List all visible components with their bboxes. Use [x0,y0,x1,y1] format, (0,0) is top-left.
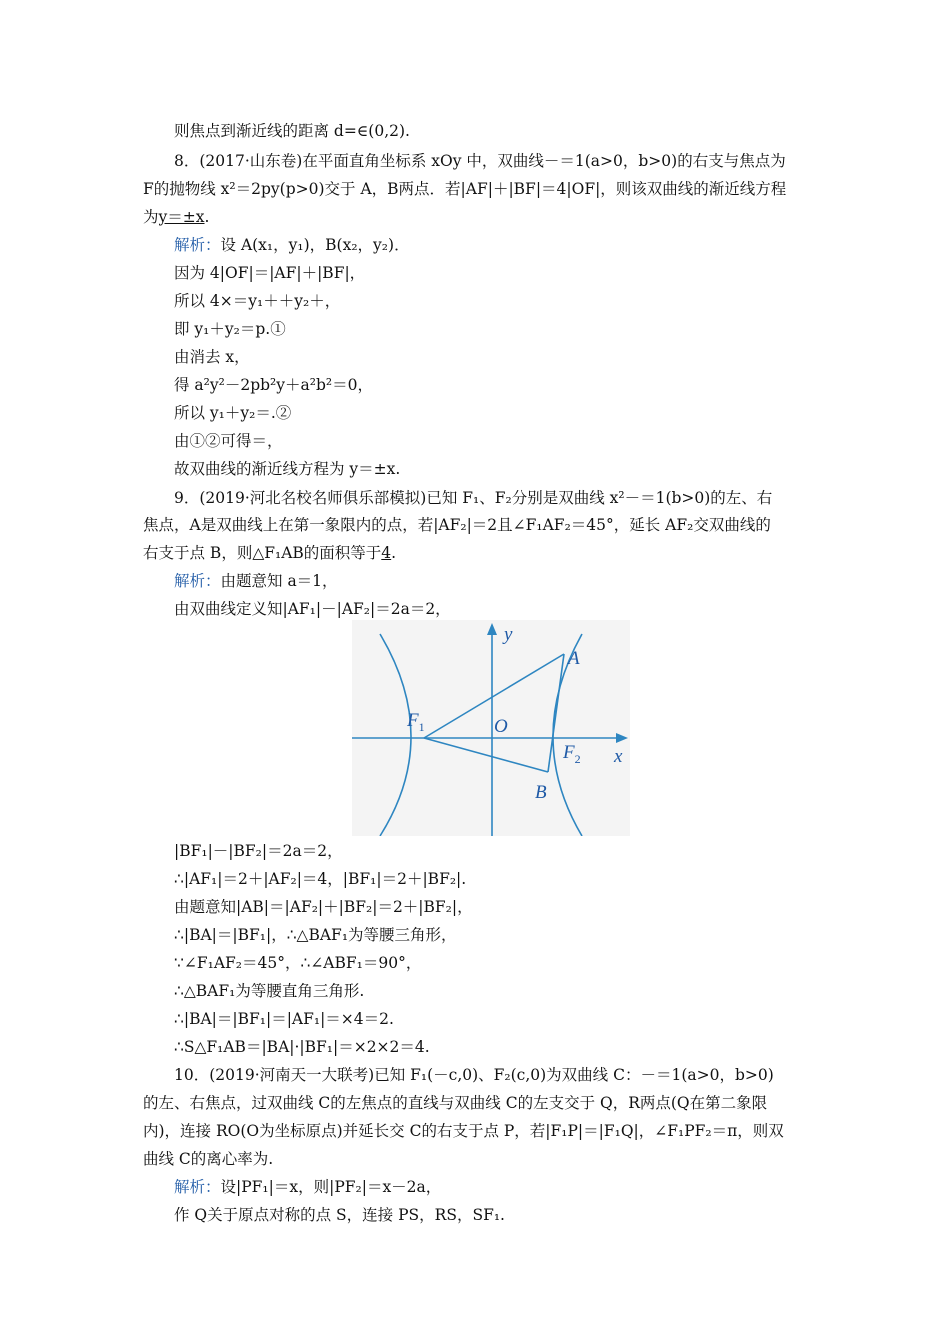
text-line: 所以 4×＝y₁＋＋y₂＋， [174,292,341,310]
text-line: 因为 4|OF|＝|AF|＋|BF|， [174,264,366,282]
text-line: 即 y₁＋y₂＝p.① [174,320,286,338]
text-line: 所以 y₁＋y₂＝.② [174,404,292,422]
text-fragment: . [391,544,397,562]
text-line: ∴|BA|＝|BF₁|，∴△BAF₁为等腰三角形， [174,926,457,944]
label-a: A [568,648,580,669]
analysis-label: 解析： [174,236,221,254]
hyperbola-figure [352,620,630,836]
text-line: 焦点，A是双曲线上在第一象限内的点，若|AF₂|＝2且∠F₁AF₂＝45°，延长 AF₂交双曲线的 [143,516,771,534]
text-fragment: 设 A(x₁，y₁)，B(x₂，y₂)． [220,236,410,254]
problem-8-title: 8．(2017·山东卷)在平面直角坐标系 xOy 中，双曲线－＝1(a>0，b>0)的右支与焦点为 [174,152,786,170]
problem-10-title: 10．(2019·河南天一大联考)已知 F₁(－c,0)、F₂(c,0)为双曲线 C：－＝1(a>0，b>0) [174,1066,774,1084]
text-line: 曲线 C的离心率为. [143,1150,274,1168]
figure-background [352,620,630,836]
text-line: 内)，连接 RO(O为坐标原点)并延长交 C的右支于点 P，若|F₁P|＝|F₁Q|，∠F₁PF₂＝π，则双 [143,1122,784,1140]
text-line: 得 a²y²－2pb²y＋a²b²＝0， [174,376,373,394]
text-line: ∴|BA|＝|BF₁|＝|AF₁|＝×4＝2. [174,1010,394,1028]
text-line [143,543,396,563]
analysis-label: 解析： [174,1178,221,1196]
text-fragment: . [204,208,210,226]
answer-underlined: 4 [381,544,392,562]
text-line: F的抛物线 x²＝2py(p>0)交于 A，B两点．若|AF|＋|BF|＝4|OF|，则该双曲线的渐近线方程 [143,180,787,198]
label-b: B [535,782,547,803]
text-fragment: 设|PF₁|＝x，则|PF₂|＝x－2a， [220,1178,442,1196]
analysis-line [174,1177,441,1197]
text-line: ∴S△F₁AB＝|BA|·|BF₁|＝×2×2＝4. [174,1038,430,1056]
text-line [143,207,209,227]
text-line: 的左、右焦点，过双曲线 C的左焦点的直线与双曲线 C的左支交于 Q，R两点(Q在第二象限 [143,1094,768,1112]
text-line: 由双曲线定义知|AF₁|－|AF₂|＝2a＝2， [174,600,451,618]
text-fragment: 右支于点 B，则△F₁AB的面积等于 [143,544,382,562]
answer-underlined: y＝±x [158,208,205,226]
text-line: 则焦点到渐近线的距离 d=∈(0,2). [174,122,410,140]
label-y: y [504,624,513,645]
text-line: 故双曲线的渐近线方程为 y＝±x. [174,460,401,478]
text-line: |BF₁|－|BF₂|＝2a＝2， [174,842,343,860]
text-line: 作 Q关于原点对称的点 S，连接 PS，RS，SF₁. [174,1206,505,1224]
problem-9-title: 9．(2019·河北名校名师俱乐部模拟)已知 F₁、F₂分别是双曲线 x²－＝1(b>0)的左、右 [174,489,773,507]
text-line: 由消去 x， [174,348,250,366]
text-line: 由①②可得＝， [174,432,283,450]
text-line: ∵∠F₁AF₂＝45°，∴∠ABF₁＝90°， [174,954,422,972]
label-x: x [614,746,623,767]
analysis-label: 解析： [174,572,221,590]
text-line: ∴△BAF₁为等腰直角三角形. [174,982,365,1000]
label-o: O [494,716,508,737]
analysis-line [174,571,338,591]
label-f1: $F_1$ [407,710,425,734]
label-f2: $F_2$ [563,742,581,766]
analysis-line [174,235,410,255]
text-fragment: 由题意知 a＝1， [220,572,338,590]
text-line: ∴|AF₁|＝2＋|AF₂|＝4，|BF₁|＝2＋|BF₂|. [174,870,467,888]
text-fragment: 为 [143,208,159,226]
text-line: 由题意知|AB|＝|AF₂|＋|BF₂|＝2＋|BF₂|， [174,898,473,916]
